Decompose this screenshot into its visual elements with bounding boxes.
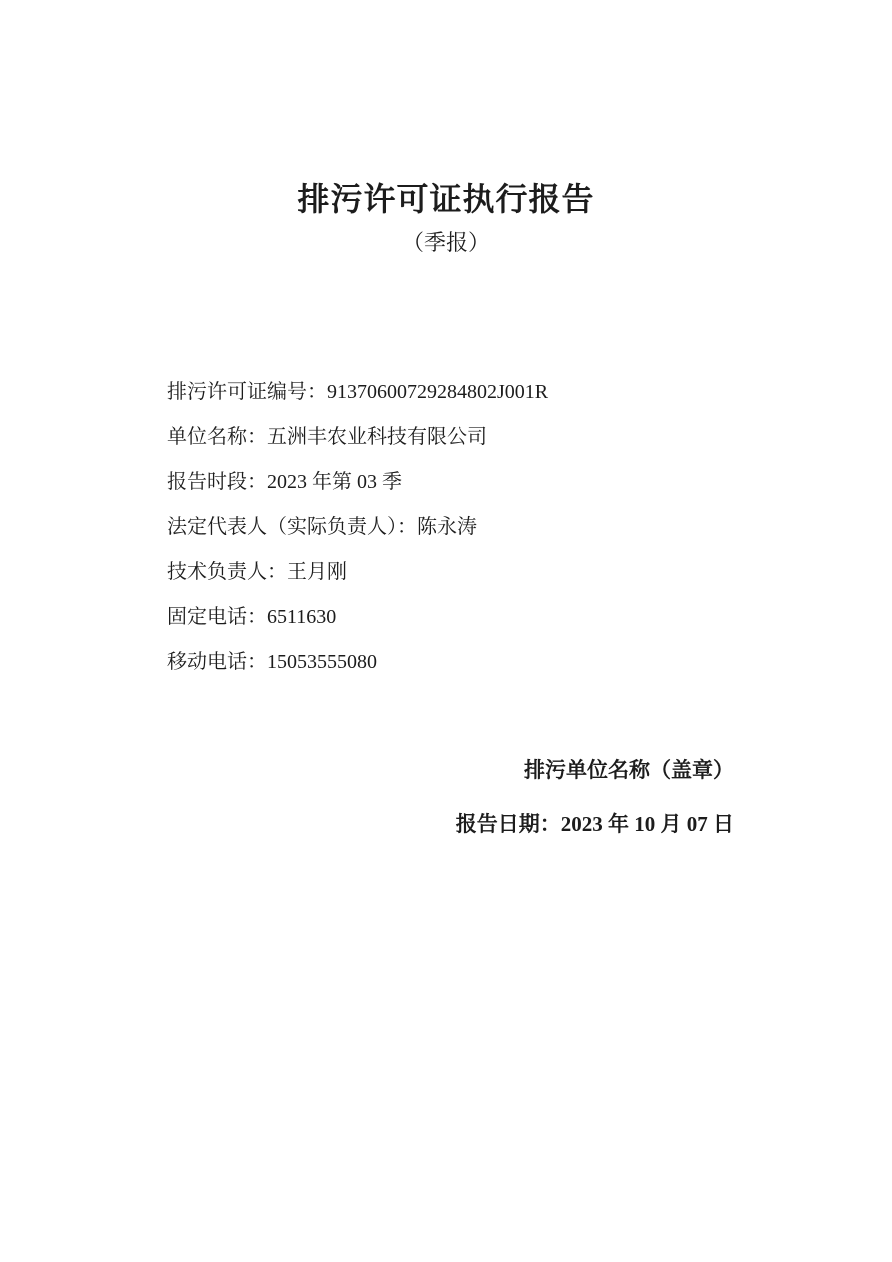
field-value: 王月刚 <box>287 560 347 583</box>
fields-block <box>167 369 548 684</box>
field-row-report-period <box>167 459 548 504</box>
field-label: 法定代表人（实际负责人）： <box>167 515 417 538</box>
document-subtitle: （季报） <box>401 230 490 255</box>
field-label: 移动电话： <box>167 650 267 673</box>
field-row-permit-number <box>167 369 548 414</box>
field-value: 五洲丰农业科技有限公司 <box>267 425 487 448</box>
field-value: 15053555080 <box>267 650 377 673</box>
field-value: 陈永涛 <box>417 515 477 538</box>
field-value: 6511630 <box>267 605 337 628</box>
unit-seal-line: 排污单位名称（盖章） <box>524 758 734 782</box>
field-row-mobile-phone <box>167 639 548 684</box>
field-label: 技术负责人： <box>167 560 287 583</box>
field-row-legal-representative <box>167 504 548 549</box>
document-title: 排污许可证执行报告 <box>297 181 595 217</box>
field-row-technical-director <box>167 549 548 594</box>
field-row-unit-name <box>167 414 548 459</box>
field-label: 固定电话： <box>167 605 267 628</box>
field-label: 排污许可证编号： <box>167 380 327 403</box>
report-date-line: 报告日期：2023 年 10 月 07 日 <box>455 812 734 836</box>
signature-block <box>456 757 734 838</box>
field-label: 报告时段： <box>167 470 267 493</box>
field-value: 2023 年第 03 季 <box>267 470 402 493</box>
field-value: 91370600729284802J001R <box>327 380 549 403</box>
field-label: 单位名称： <box>167 425 267 448</box>
field-row-landline-phone <box>167 594 548 639</box>
